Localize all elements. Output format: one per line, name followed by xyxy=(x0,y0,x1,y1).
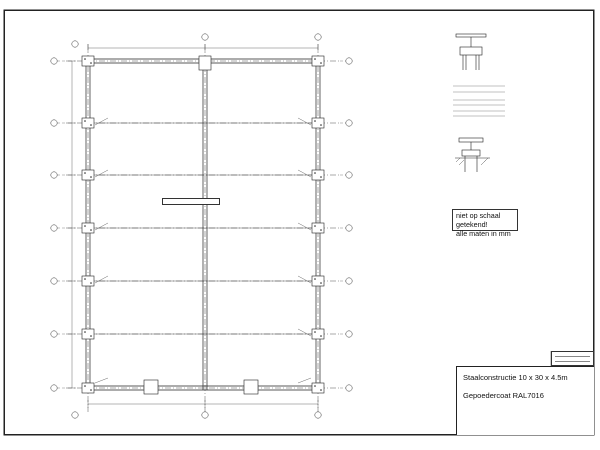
left-dimension-lines xyxy=(68,61,76,388)
scale-note-box xyxy=(452,209,518,238)
title-line-2: Gepoedercoat RAL7016 xyxy=(463,391,544,400)
beams xyxy=(86,59,320,390)
title-block xyxy=(456,366,594,435)
top-dimension-lines xyxy=(88,44,318,52)
title-line-1: Staalconstructie 10 x 30 x 4.5m xyxy=(463,373,568,382)
detail-top-plate xyxy=(456,34,486,70)
top-grid-bubbles xyxy=(72,34,321,418)
bottom-dimension-lines xyxy=(88,400,318,408)
bubble-leaders xyxy=(57,61,346,388)
detail-text-lines xyxy=(453,86,505,116)
center-section-label xyxy=(162,198,220,205)
revision-block xyxy=(551,351,594,366)
center-column-plates xyxy=(144,56,258,394)
detail-foundation xyxy=(455,138,490,172)
foundation-hatch xyxy=(456,158,488,165)
note-line-1: niet op schaal getekend! xyxy=(456,211,501,229)
side-grid-bubbles xyxy=(51,58,352,391)
note-line-2: alle maten in mm xyxy=(456,229,511,238)
